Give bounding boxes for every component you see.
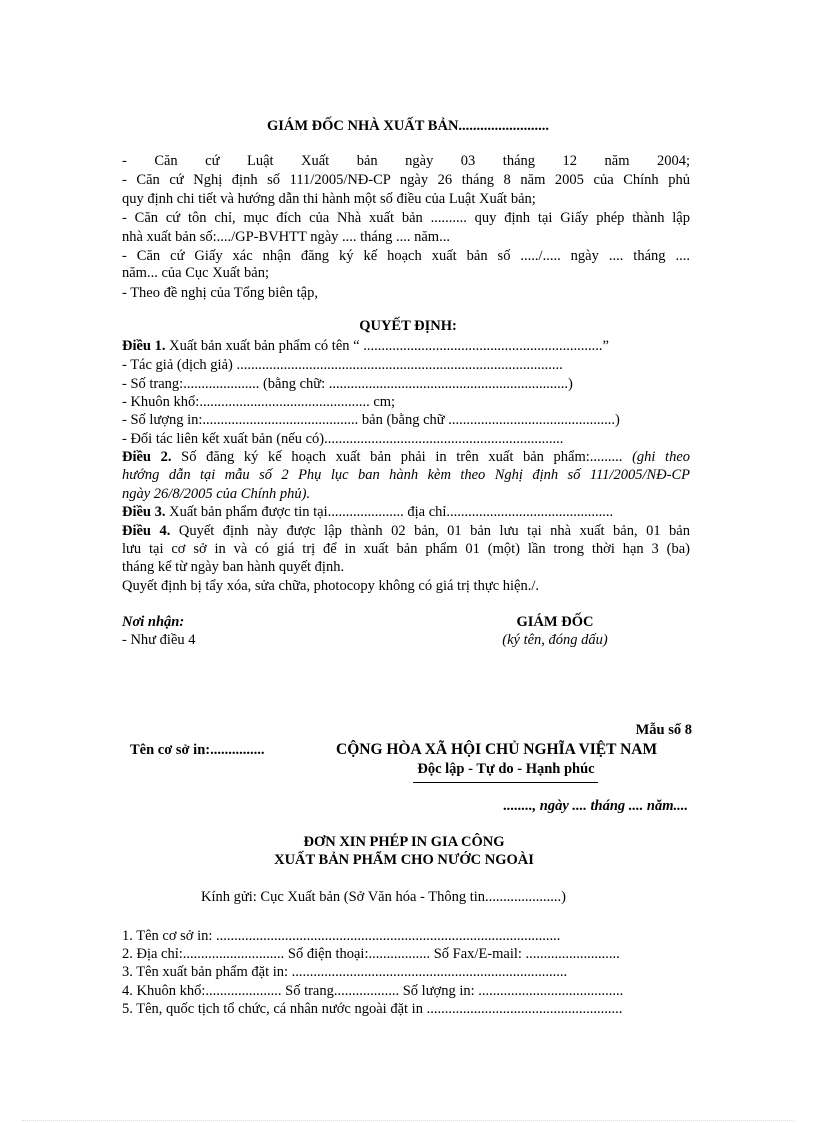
article-2-note-line: hướng dẫn tại mẫu số 2 Phụ lục ban hành kèm theo Nghị định số 111/2005/NĐ-CP bbox=[122, 467, 690, 483]
article-4-label: Điều 4. bbox=[122, 523, 171, 539]
decision-heading-text: GIÁM ĐỐC NHÀ XUẤT BẢN......................... bbox=[266, 118, 550, 134]
motto-text: Độc lập - Tự do - Hạnh phúc bbox=[417, 761, 595, 777]
recipients-label: Nơi nhận: bbox=[122, 614, 185, 630]
date-line: ........, ngày .... tháng .... năm.... bbox=[503, 798, 688, 814]
recipients-item: - Như điều 4 bbox=[122, 632, 196, 648]
form-title-1: ĐƠN XIN PHÉP IN GIA CÔNG bbox=[303, 834, 505, 850]
article-1-item: - Số lượng in:........................................... bản (bằng chữ ..............................................) bbox=[122, 412, 620, 428]
article-2-note: (ghi theo bbox=[632, 449, 691, 465]
article-4 bbox=[122, 522, 690, 541]
article-3 bbox=[122, 503, 613, 522]
article-1 bbox=[122, 337, 609, 356]
article-2-text: Số đăng ký kế hoạch xuất bản phải in trên xuất bản phẩm:......... bbox=[171, 449, 623, 465]
decision-heading bbox=[0, 118, 816, 135]
basis-line-2: - Căn cứ Nghị định số 111/2005/NĐ-CP ngày 26 tháng 8 năm 2005 của Chính phủ bbox=[122, 172, 690, 188]
form-number: Mẫu số 8 bbox=[635, 722, 692, 738]
page-edge-divider bbox=[22, 1120, 794, 1121]
form-title-2: XUẤT BẢN PHẨM CHO NƯỚC NGOÀI bbox=[274, 852, 534, 868]
addressee: Kính gửi: Cục Xuất bản (Sở Văn hóa - Thông tin.....................) bbox=[201, 889, 566, 905]
signer-title: GIÁM ĐỐC bbox=[516, 614, 594, 630]
article-4-text: Quyết định này được lập thành 02 bản, 01 bản lưu tại nhà xuất bản, 01 bản bbox=[170, 523, 690, 539]
article-4-line: lưu tại cơ sở in và có giá trị để in xuất bản phẩm 01 (một) lần trong thời hạn 3 (ba) bbox=[122, 541, 690, 557]
article-1-item: - Đối tác liên kết xuất bản (nếu có).................................................................. bbox=[122, 431, 564, 447]
decision-title: QUYẾT ĐỊNH: bbox=[359, 318, 457, 334]
signer-note: (ký tên, đóng dấu) bbox=[502, 632, 608, 648]
basis-line-1: - Căn cứ Luật Xuất bản ngày 03 tháng 12 năm 2004; bbox=[122, 153, 690, 169]
article-2-label: Điều 2. bbox=[122, 449, 172, 465]
motto bbox=[336, 761, 676, 778]
form-title-line-1 bbox=[0, 834, 816, 851]
form-field: 1. Tên cơ sở in: ............................................................................................... bbox=[122, 928, 561, 944]
form-field: 3. Tên xuất bản phẩm đặt in: ............................................................................ bbox=[122, 964, 568, 980]
article-3-label: Điều 3. bbox=[122, 504, 166, 520]
article-4-line: tháng kể từ ngày ban hành quyết định. bbox=[122, 559, 345, 575]
article-2 bbox=[122, 448, 690, 467]
form-field: 4. Khuôn khổ:..................... Số trang.................. Số lượng in: ........................................ bbox=[122, 983, 624, 999]
basis-line-6: - Căn cứ Giấy xác nhận đăng ký kế hoạch xuất bản số ...../..... ngày .... tháng .... bbox=[122, 248, 690, 264]
basis-line-8: - Theo đề nghị của Tổng biên tập, bbox=[122, 285, 318, 301]
basis-line-7: năm... của Cục Xuất bản; bbox=[122, 265, 269, 281]
basis-line-3: quy định chi tiết và hướng dẫn thi hành một số điều của Luật Xuất bản; bbox=[122, 191, 536, 207]
nation-heading: CỘNG HÒA XÃ HỘI CHỦ NGHĨA VIỆT NAM bbox=[336, 741, 658, 758]
basis-line-5: nhà xuất bản số:..../GP-BVHTT ngày .... tháng .... năm... bbox=[122, 229, 450, 245]
basis-line-4: - Căn cứ tôn chỉ, mục đích của Nhà xuất bản .......... quy định tại Giấy phép thành lập bbox=[122, 210, 690, 226]
closing-line: Quyết định bị tẩy xóa, sửa chữa, photocopy không có giá trị thực hiện./. bbox=[122, 578, 540, 594]
motto-underline bbox=[413, 782, 598, 783]
article-2-note-line: ngày 26/8/2005 của Chính phủ). bbox=[122, 486, 311, 502]
article-1-item: - Tác giả (dịch giả) .......................................................................................... bbox=[122, 357, 563, 373]
article-1-label: Điều 1. bbox=[122, 338, 166, 354]
form-field: 2. Địa chỉ:............................ Số điện thoại:................. Số Fax/E-mail: .......................... bbox=[122, 946, 620, 962]
article-1-item: - Khuôn khổ:............................................... cm; bbox=[122, 394, 396, 410]
form-field: 5. Tên, quốc tịch tổ chức, cá nhân nước ngoài đặt in ...................................................... bbox=[122, 1001, 623, 1017]
article-1-text: Xuất bản xuất bản phẩm có tên “ ..................................................................” bbox=[165, 338, 609, 354]
form-title-line-2 bbox=[0, 852, 816, 869]
article-3-text: Xuất bản phẩm được tin tại..................... địa chỉ.............................................. bbox=[165, 504, 614, 520]
article-1-item: - Số trang:..................... (bằng chữ: ..................................................................) bbox=[122, 376, 573, 392]
facility-label: Tên cơ sở in:............... bbox=[130, 742, 265, 758]
